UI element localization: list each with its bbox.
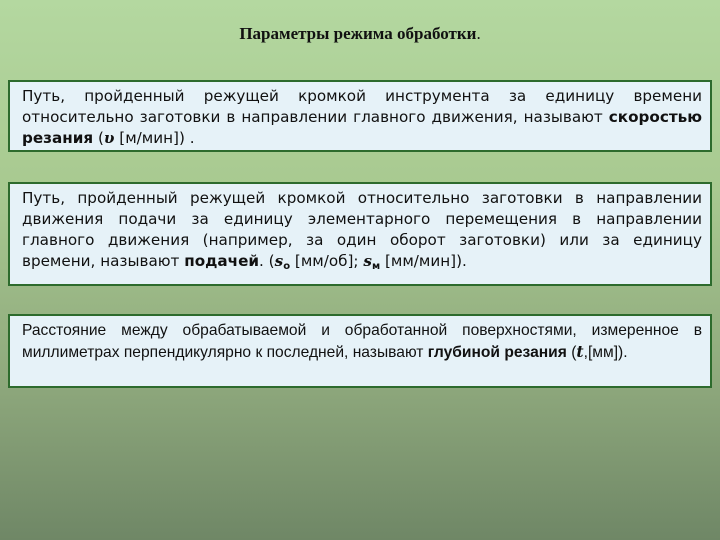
cutting-speed-term: скоростью резания	[22, 108, 702, 147]
feed-paren: . (	[259, 252, 275, 270]
feed-per-rev-subscript: o	[283, 261, 291, 272]
cutting-depth-term: глубиной резания	[427, 344, 567, 361]
definition-cutting-depth	[8, 314, 712, 388]
cutting-depth-text: Расстояние между обрабатываемой и обработанной поверхностями, измеренное в миллиметрах перпендикулярно к последней, называют	[22, 322, 702, 361]
feed-per-min-symbol: s	[363, 252, 372, 270]
feed-text: Путь, пройденный режущей кромкой относительно заготовки в направлении движения подачи за единицу элементарного перемещения в направлении главного движения (например, за один оборот заготовки) или за единицу времени, называют	[22, 189, 702, 270]
cutting-speed-paren: (	[93, 129, 104, 147]
cutting-depth-unit: ,[мм]).	[583, 344, 628, 361]
feed-term: подачей	[184, 252, 260, 270]
feed-per-min-unit: [мм/мин]).	[380, 252, 467, 270]
definition-feed	[8, 182, 712, 286]
cutting-speed-unit: [м/мин]) .	[114, 129, 195, 147]
title-dot: .	[476, 24, 481, 43]
cutting-depth-paren: (	[566, 344, 577, 361]
feed-per-rev-symbol: s	[274, 252, 284, 270]
feed-per-rev-unit: [мм/об];	[290, 252, 364, 270]
feed-per-min-subscript: м	[371, 261, 381, 272]
cutting-depth-symbol: t	[576, 342, 584, 361]
definition-cutting-speed	[8, 80, 712, 152]
page-title	[0, 24, 720, 44]
cutting-speed-symbol: υ	[103, 129, 115, 147]
cutting-speed-text: Путь, пройденный режущей кромкой инструмента за единицу времени относительно заготовки в направлении главного движения, называют	[22, 87, 702, 126]
title-text: Параметры режима обработки	[239, 24, 477, 43]
